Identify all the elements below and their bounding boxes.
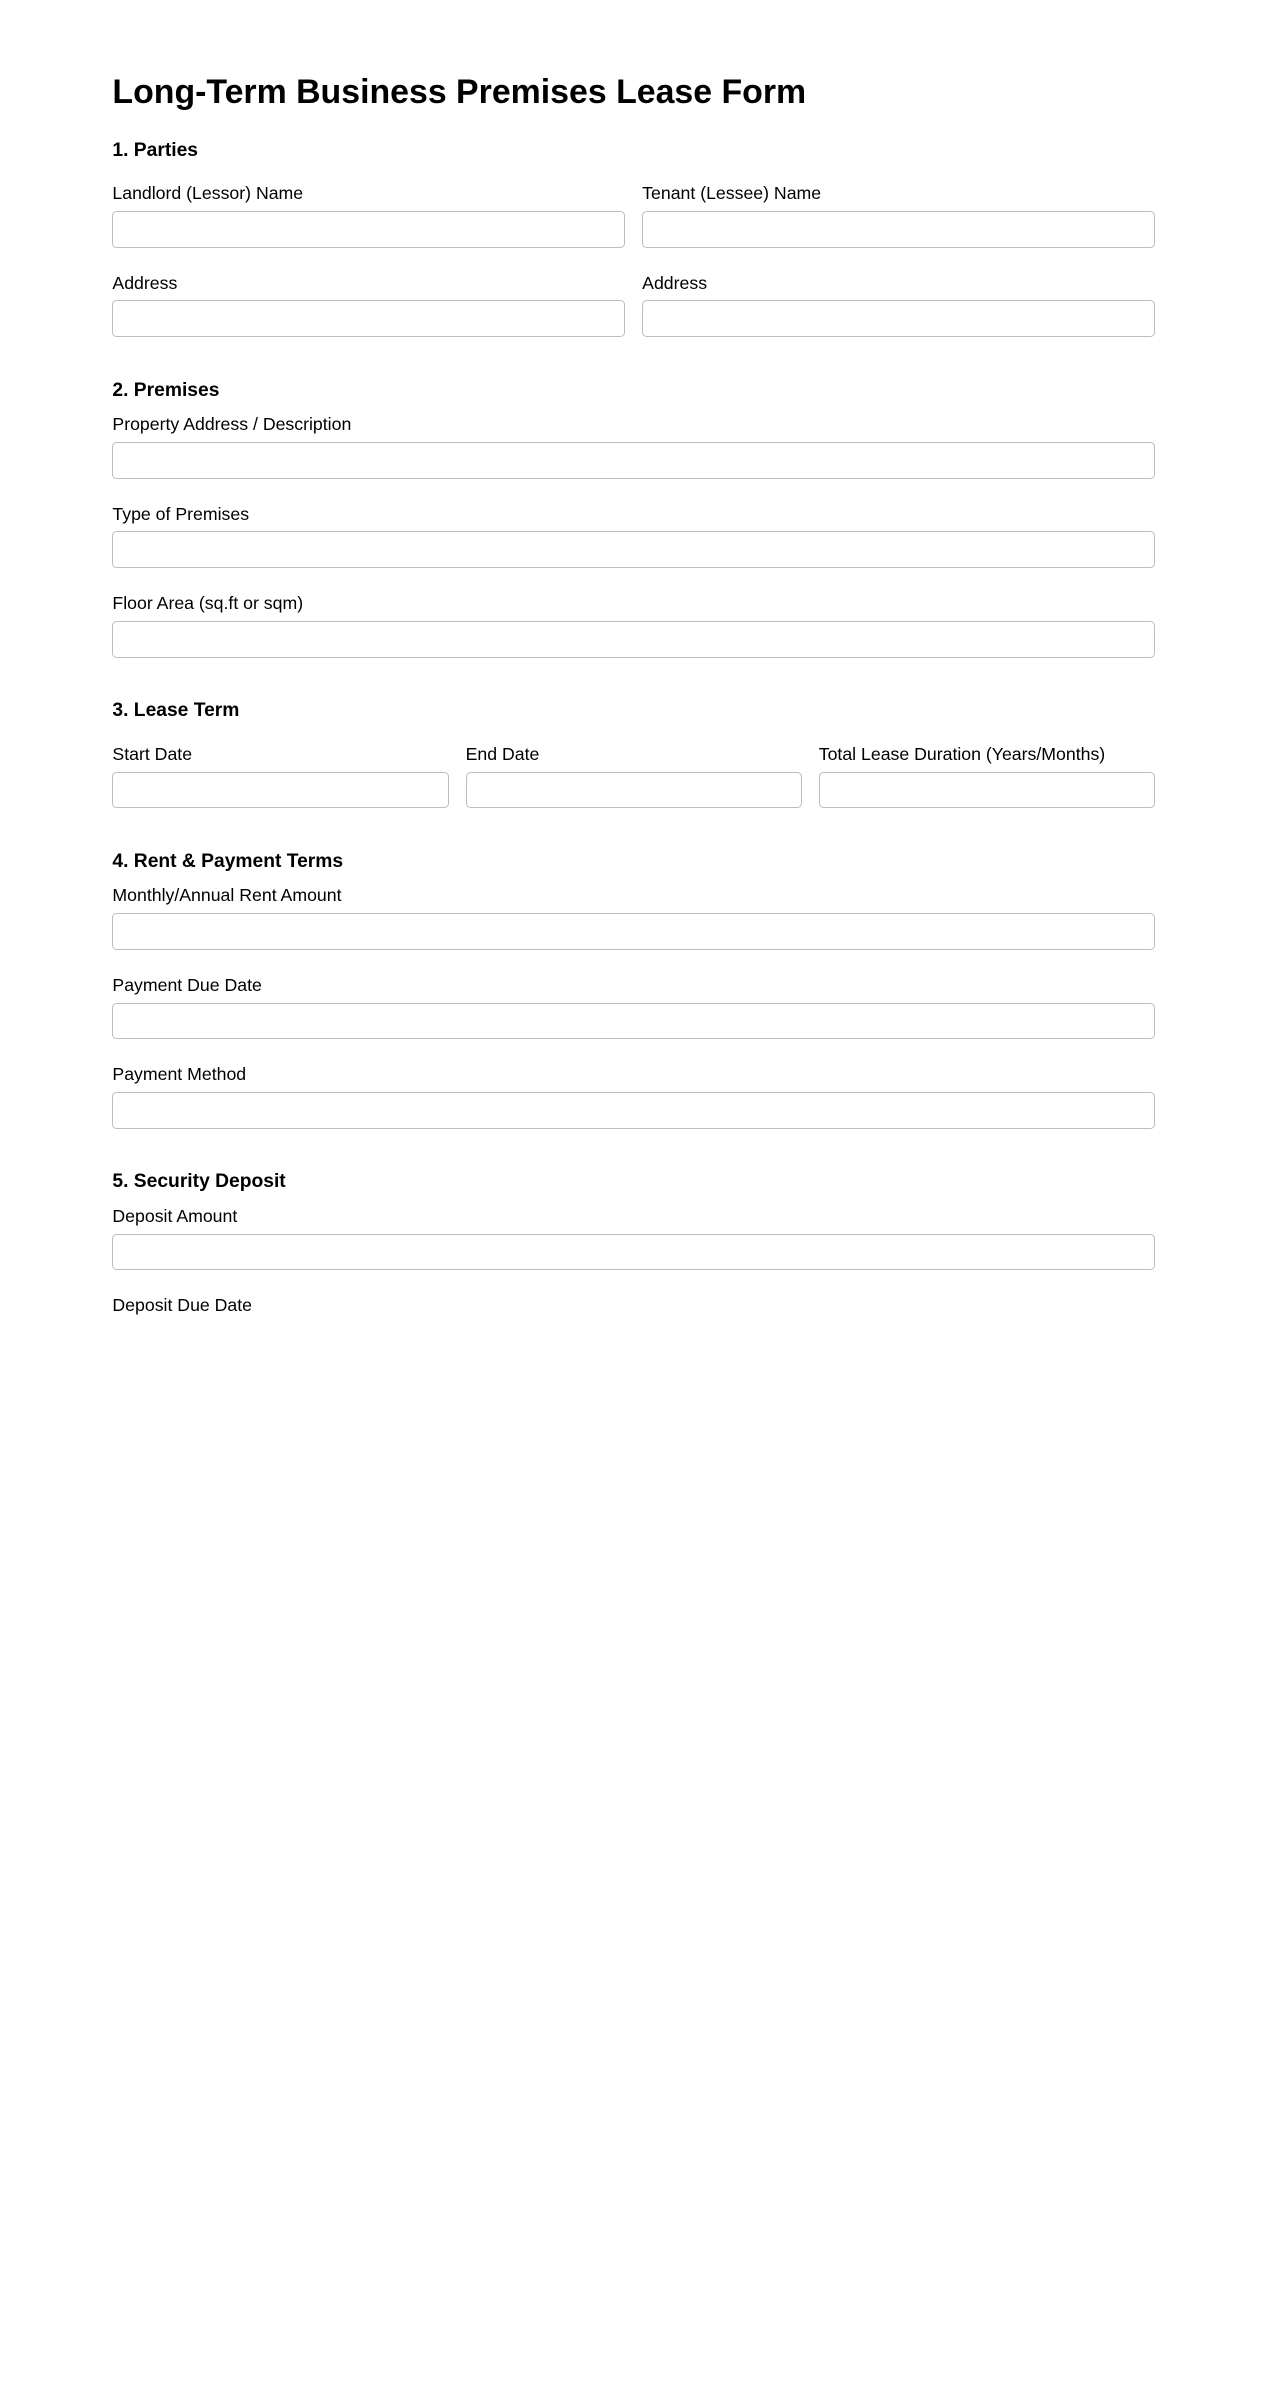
premises-type-input[interactable] [112,531,1155,568]
rent-amount-label: Monthly/Annual Rent Amount [112,885,342,906]
section-heading: 4. Rent & Payment Terms [112,851,344,873]
deposit-due-date-label: Deposit Due Date [112,1295,253,1316]
section-heading: 5. Security Deposit [112,1171,286,1193]
payment-method-input[interactable] [112,1092,1155,1129]
floor-area-input[interactable] [112,621,1155,658]
tenant-name-label: Tenant (Lessee) Name [642,183,822,204]
section-rent [112,850,1155,1153]
end-date-label: End Date [465,743,540,764]
tenant-name-input[interactable] [642,211,1155,248]
landlord-address-input[interactable] [112,300,625,337]
payment-due-date-label: Payment Due Date [112,974,262,995]
landlord-name-label: Landlord (Lessor) Name [112,183,304,204]
section-heading: 2. Premises [112,379,220,401]
property-address-input[interactable] [112,442,1155,479]
section-lease-term [112,699,1155,833]
rent-amount-input[interactable] [112,913,1155,950]
tenant-address-label: Address [642,272,708,293]
landlord-name-input[interactable] [112,211,625,248]
floor-area-label: Floor Area (sq.ft or sqm) [112,592,304,613]
page-title: Long-Term Business Premises Lease Form [112,73,807,112]
lease-duration-input[interactable] [819,772,1155,809]
tenant-address-input[interactable] [642,300,1155,337]
premises-type-label: Type of Premises [112,503,250,524]
section-premises [112,379,1155,682]
landlord-address-label: Address [112,272,178,293]
lease-duration-label: Total Lease Duration (Years/Months) [818,743,1106,764]
deposit-amount-label: Deposit Amount [112,1205,238,1226]
section-parties [112,139,1155,362]
section-deposit [112,1170,1155,1322]
payment-due-date-input[interactable] [112,1003,1155,1040]
section-heading: 1. Parties [112,139,199,161]
end-date-input[interactable] [466,772,802,809]
deposit-amount-input[interactable] [112,1234,1155,1271]
payment-method-label: Payment Method [112,1064,247,1085]
property-address-label: Property Address / Description [112,414,352,435]
start-date-label: Start Date [112,743,193,764]
section-heading: 3. Lease Term [112,700,240,722]
start-date-input[interactable] [112,772,448,809]
